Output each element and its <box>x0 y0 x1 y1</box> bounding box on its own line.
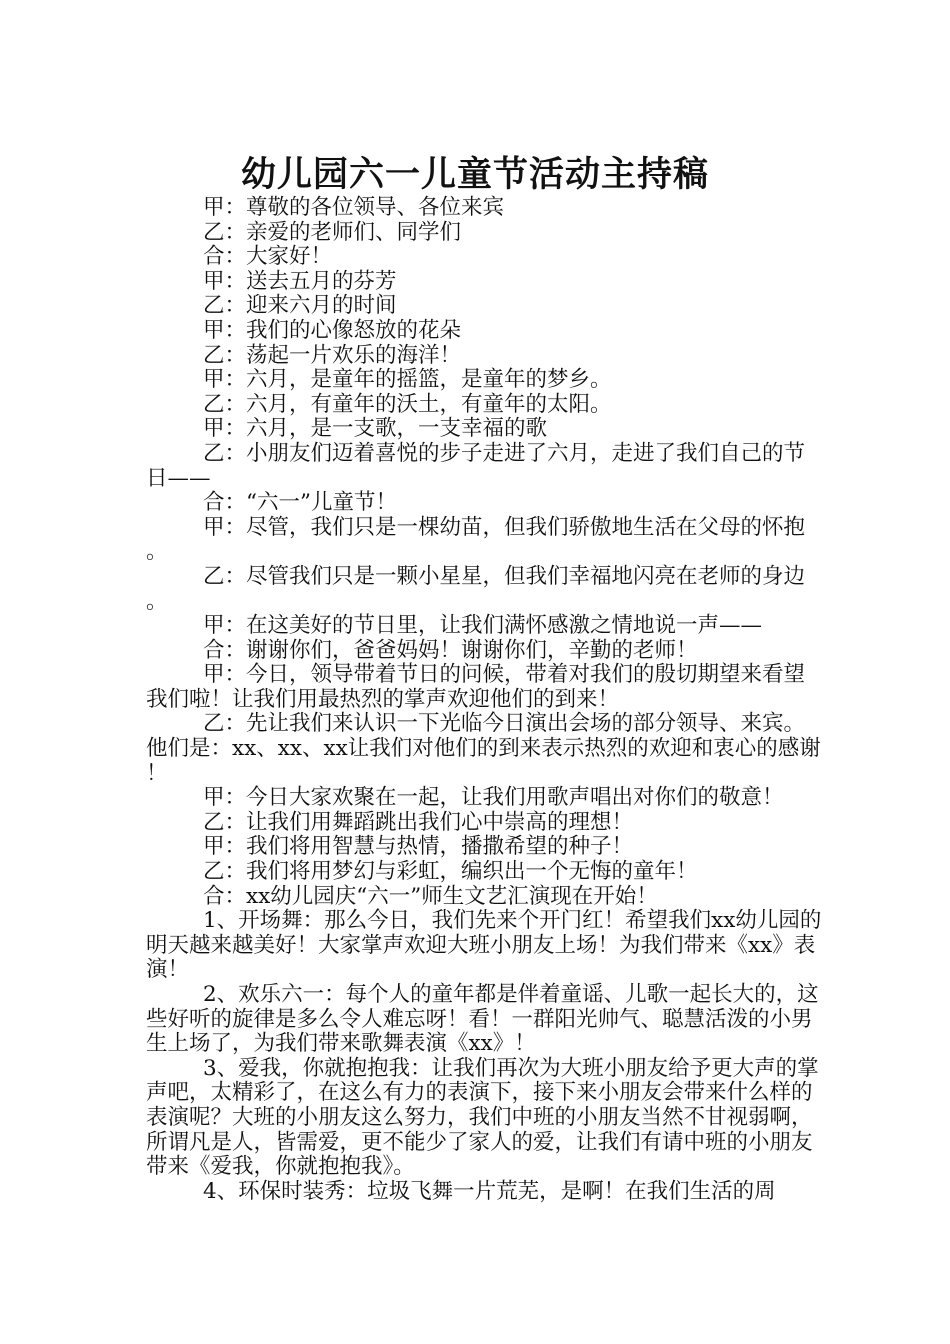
document-title: 幼儿园六一儿童节活动主持稿 <box>240 154 709 196</box>
paragraph: 乙：荡起一片欢乐的海洋！ <box>203 342 462 368</box>
paragraph: 乙：我们将用梦幻与彩虹，编织出一个无悔的童年！ <box>203 859 698 885</box>
paragraph: 合：xx幼儿园庆“六一”师生文艺汇演现在开始！ <box>203 883 658 909</box>
paragraph: 甲：六月，是童年的摇篮，是童年的梦乡。 <box>203 367 612 393</box>
paragraph: 合：谢谢你们，爸爸妈妈！谢谢你们，辛勤的老师！ <box>203 637 698 663</box>
paragraph: 乙：尽管我们只是一颗小星星，但我们幸福地闪亮在老师的身边。 <box>146 563 806 614</box>
paragraph: 4、环保时装秀：垃圾飞舞一片荒芜，是啊！在我们生活的周 <box>203 1178 776 1204</box>
paragraph: 3、爱我，你就抱抱我：让我们再次为大班小朋友给予更大声的掌声吧，太精彩了，在这么有力的表演下，接下来小朋友会带来什么样的表演呢？大班的小朋友这么努力，我们中班的小朋友当然不甘视弱啊，所谓凡是人，皆需爱，更不能少了家人的爱，让我们有请中班的小朋友带来《爱我，你就抱抱我》。 <box>146 1055 819 1180</box>
paragraph: 甲：尊敬的各位领导、各位来宾 <box>203 195 505 220</box>
paragraph: 2、欢乐六一：每个人的童年都是伴着童谣、儿歌一起长大的，这些好听的旋律是多么令人难忘呀！看！一群阳光帅气、聪慧活泼的小男生上场了，为我们带来歌舞表演《xx》！ <box>146 982 819 1057</box>
paragraph: 乙：亲爱的老师们、同学们 <box>203 219 462 245</box>
paragraph: 甲：今日，领导带着节日的问候，带着对我们的殷切期望来看望我们啦！让我们用最热烈的掌声欢迎他们的到来！ <box>146 662 806 712</box>
paragraph: 甲：我们将用智慧与热情，播撒希望的种子！ <box>203 834 634 860</box>
paragraph: 合：大家好！ <box>203 244 333 270</box>
paragraph: 甲：六月，是一支歌，一支幸福的歌 <box>203 416 548 442</box>
paragraph: 乙：让我们用舞蹈跳出我们心中崇高的理想！ <box>203 809 634 835</box>
paragraph: 甲：今日大家欢聚在一起，让我们用歌声唱出对你们的敬意！ <box>203 785 784 811</box>
paragraph: 乙：小朋友们迈着喜悦的步子走进了六月，走进了我们自己的节日—— <box>146 440 806 491</box>
document-body <box>146 196 826 1204</box>
paragraph: 甲：我们的心像怒放的花朵 <box>203 317 462 343</box>
paragraph: 乙：六月，有童年的沃土，有童年的太阳。 <box>203 391 612 417</box>
paragraph: 1、开场舞：那么今日，我们先来个开门红！希望我们xx幼儿园的明天越来越美好！大家掌声欢迎大班小朋友上场！为我们带来《xx》表演！ <box>146 908 822 983</box>
paragraph: 乙：迎来六月的时间 <box>203 293 397 319</box>
paragraph: 乙：先让我们来认识一下光临今日演出会场的部分领导、来宾。他们是：xx、xx、xx让我们对他们的到来表示热烈的欢迎和衷心的感谢！ <box>146 711 821 786</box>
paragraph: 甲：在这美好的节日里，让我们满怀感激之情地说一声—— <box>203 613 763 639</box>
paragraph: 合：“六一”儿童节！ <box>203 490 397 516</box>
paragraph: 甲：送去五月的芬芳 <box>203 268 397 294</box>
paragraph: 甲：尽管，我们只是一棵幼苗，但我们骄傲地生活在父母的怀抱。 <box>146 514 806 565</box>
